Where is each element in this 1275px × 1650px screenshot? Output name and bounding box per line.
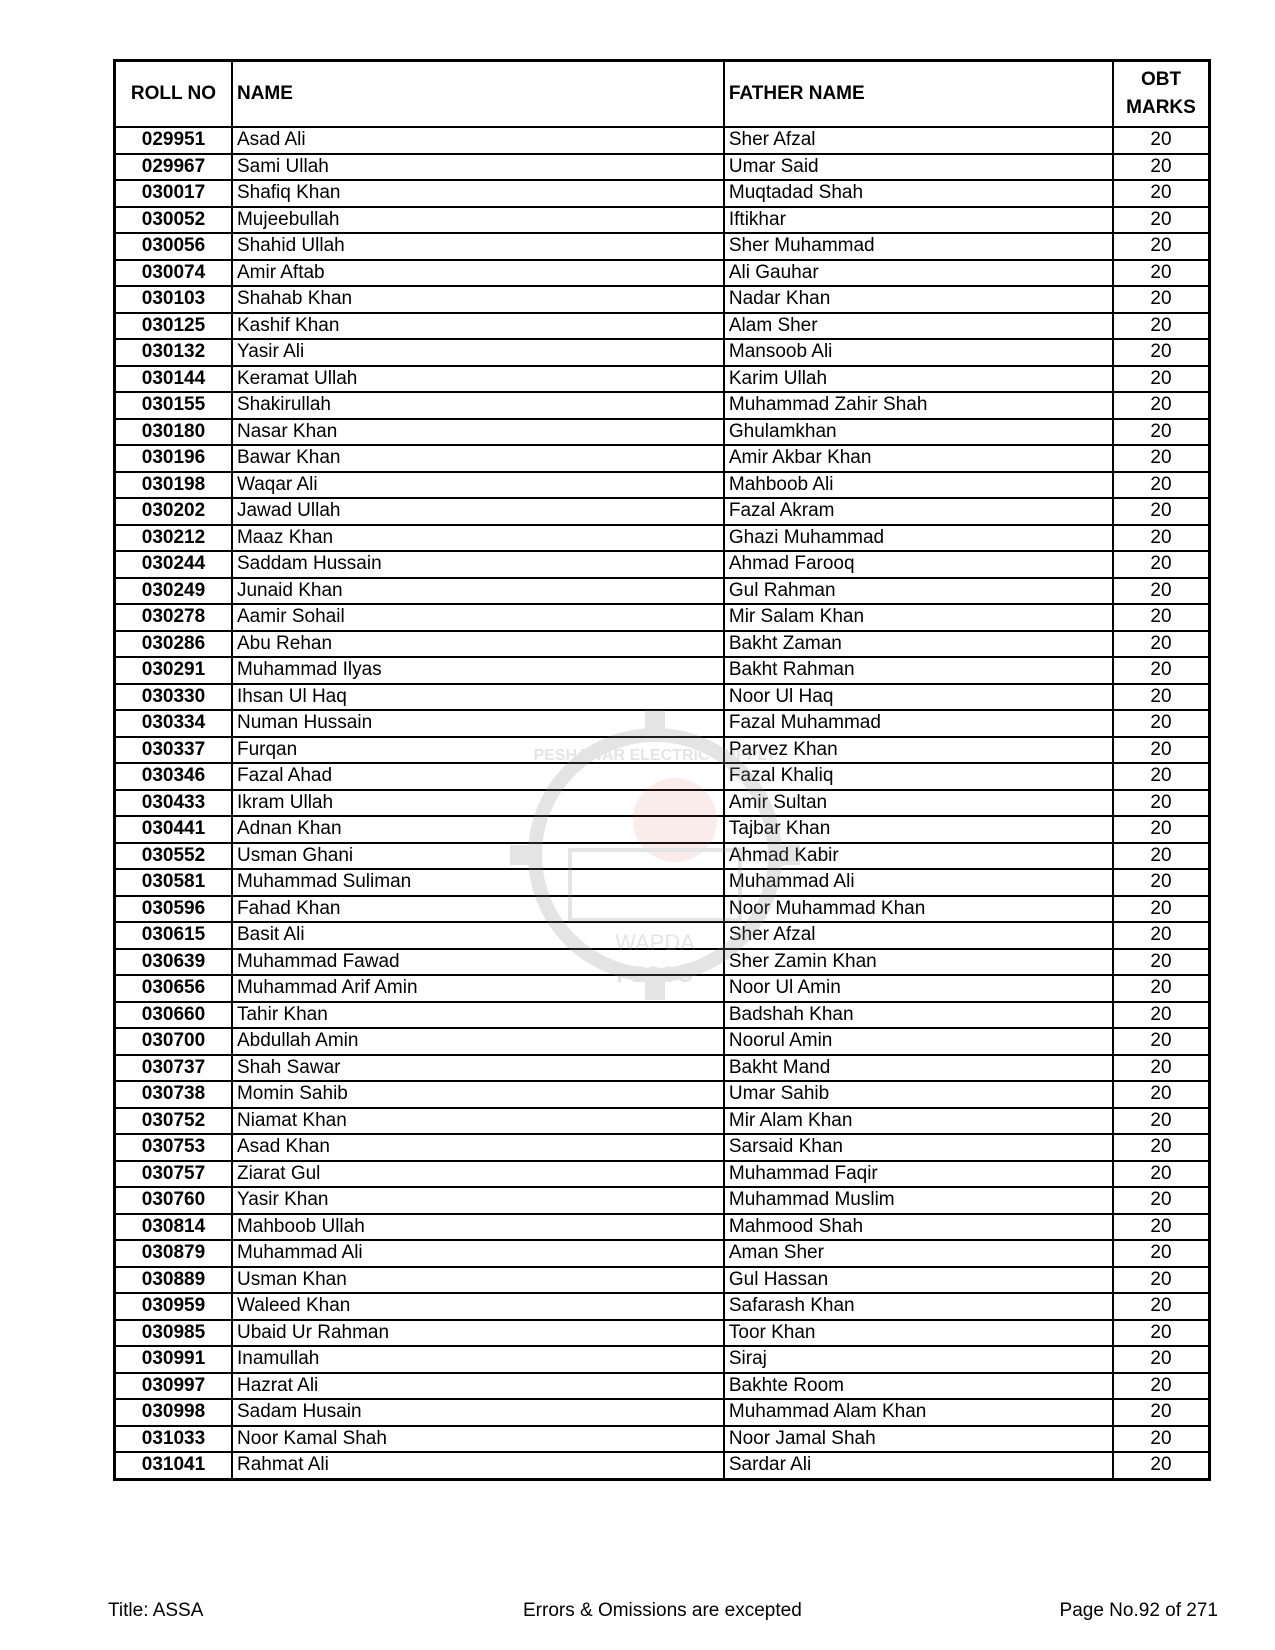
cell-obt-marks: 20 [1113,445,1210,472]
table-row [115,631,1210,658]
table-row [115,975,1210,1002]
cell-name: Asad Ali [232,127,724,154]
cell-father-name: Gul Rahman [724,578,1113,605]
table-row [115,1002,1210,1029]
cell-father-name: Bakht Rahman [724,657,1113,684]
cell-roll-no: 030959 [115,1293,232,1320]
cell-roll-no: 030639 [115,949,232,976]
table-row [115,949,1210,976]
table-row [115,1320,1210,1347]
table-row [115,763,1210,790]
cell-obt-marks: 20 [1113,392,1210,419]
cell-name: Shahab Khan [232,286,724,313]
cell-obt-marks: 20 [1113,233,1210,260]
cell-father-name: Mahboob Ali [724,472,1113,499]
cell-name: Kashif Khan [232,313,724,340]
cell-father-name: Ahmad Kabir [724,843,1113,870]
cell-obt-marks: 20 [1113,1320,1210,1347]
cell-obt-marks: 20 [1113,763,1210,790]
cell-obt-marks: 20 [1113,1081,1210,1108]
table-row [115,737,1210,764]
header-obt-marks-line1: OBT [1140,69,1182,90]
cell-obt-marks: 20 [1113,1267,1210,1294]
cell-obt-marks: 20 [1113,1134,1210,1161]
cell-obt-marks: 20 [1113,843,1210,870]
cell-roll-no: 030125 [115,313,232,340]
cell-name: Abdullah Amin [232,1028,724,1055]
cell-name: Waleed Khan [232,1293,724,1320]
cell-name: Nasar Khan [232,419,724,446]
cell-father-name: Siraj [724,1346,1113,1373]
table-row [115,1267,1210,1294]
cell-father-name: Toor Khan [724,1320,1113,1347]
cell-name: Mujeebullah [232,207,724,234]
cell-obt-marks: 20 [1113,790,1210,817]
cell-obt-marks: 20 [1113,1240,1210,1267]
cell-name: Saddam Hussain [232,551,724,578]
table-row [115,710,1210,737]
cell-father-name: Noor Ul Haq [724,684,1113,711]
cell-father-name: Muhammad Alam Khan [724,1399,1113,1426]
cell-roll-no: 030180 [115,419,232,446]
table-row [115,1214,1210,1241]
cell-obt-marks: 20 [1113,1293,1210,1320]
table-row [115,1028,1210,1055]
cell-name: Ubaid Ur Rahman [232,1320,724,1347]
cell-obt-marks: 20 [1113,631,1210,658]
cell-father-name: Sarsaid Khan [724,1134,1113,1161]
cell-obt-marks: 20 [1113,922,1210,949]
cell-obt-marks: 20 [1113,869,1210,896]
cell-name: Mahboob Ullah [232,1214,724,1241]
cell-obt-marks: 20 [1113,578,1210,605]
table-row [115,896,1210,923]
cell-roll-no: 030656 [115,975,232,1002]
cell-name: Aamir Sohail [232,604,724,631]
table-row [115,154,1210,181]
cell-father-name: Sardar Ali [724,1452,1113,1479]
watermark-bottom-text: PESCO [616,962,694,987]
header-name: NAME [232,61,724,128]
table-row [115,313,1210,340]
cell-obt-marks: 20 [1113,816,1210,843]
cell-roll-no: 030017 [115,180,232,207]
cell-father-name: Iftikhar [724,207,1113,234]
cell-roll-no: 030441 [115,816,232,843]
cell-father-name: Bakht Zaman [724,631,1113,658]
cell-roll-no: 030291 [115,657,232,684]
cell-father-name: Safarash Khan [724,1293,1113,1320]
cell-name: Jawad Ullah [232,498,724,525]
cell-obt-marks: 20 [1113,366,1210,393]
header-obt-marks-line2: MARKS [1126,97,1196,118]
table-row [115,1452,1210,1479]
cell-roll-no: 030757 [115,1161,232,1188]
cell-roll-no: 030889 [115,1267,232,1294]
cell-name: Shafiq Khan [232,180,724,207]
footer-title: Title: ASSA [108,1600,204,1621]
cell-father-name: Mir Alam Khan [724,1108,1113,1135]
cell-roll-no: 029951 [115,127,232,154]
cell-name: Usman Ghani [232,843,724,870]
cell-obt-marks: 20 [1113,1187,1210,1214]
cell-roll-no: 030249 [115,578,232,605]
table-header [115,61,1210,128]
cell-name: Waqar Ali [232,472,724,499]
cell-roll-no: 030753 [115,1134,232,1161]
cell-obt-marks: 20 [1113,260,1210,287]
table-row [115,392,1210,419]
table-row [115,1134,1210,1161]
table-body [115,127,1210,1479]
cell-name: Asad Khan [232,1134,724,1161]
cell-father-name: Ghazi Muhammad [724,525,1113,552]
cell-father-name: Muhammad Faqir [724,1161,1113,1188]
watermark-center-text: WAPDA [615,930,695,955]
cell-father-name: Karim Ullah [724,366,1113,393]
cell-roll-no: 030346 [115,763,232,790]
cell-father-name: Ali Gauhar [724,260,1113,287]
cell-name: Bawar Khan [232,445,724,472]
cell-name: Abu Rehan [232,631,724,658]
table-row [115,790,1210,817]
cell-roll-no: 030760 [115,1187,232,1214]
cell-roll-no: 030202 [115,498,232,525]
cell-roll-no: 030596 [115,896,232,923]
table-row [115,1293,1210,1320]
cell-roll-no: 030660 [115,1002,232,1029]
table-row [115,445,1210,472]
table-row [115,1426,1210,1453]
cell-father-name: Umar Said [724,154,1113,181]
table-row [115,657,1210,684]
cell-father-name: Noor Ul Amin [724,975,1113,1002]
cell-roll-no: 030738 [115,1081,232,1108]
cell-name: Shah Sawar [232,1055,724,1082]
table-row [115,339,1210,366]
cell-roll-no: 030052 [115,207,232,234]
table-row [115,472,1210,499]
cell-roll-no: 030337 [115,737,232,764]
table-row [115,127,1210,154]
footer-page-number: Page No.92 of 271 [1059,1600,1218,1621]
cell-obt-marks: 20 [1113,710,1210,737]
cell-father-name: Bakht Mand [724,1055,1113,1082]
cell-obt-marks: 20 [1113,896,1210,923]
cell-roll-no: 030879 [115,1240,232,1267]
cell-roll-no: 030196 [115,445,232,472]
cell-father-name: Mansoob Ali [724,339,1113,366]
cell-father-name: Sher Zamin Khan [724,949,1113,976]
table-row [115,525,1210,552]
table-row [115,1240,1210,1267]
cell-obt-marks: 20 [1113,1161,1210,1188]
cell-obt-marks: 20 [1113,737,1210,764]
cell-name: Amir Aftab [232,260,724,287]
cell-father-name: Gul Hassan [724,1267,1113,1294]
cell-obt-marks: 20 [1113,1426,1210,1453]
cell-name: Usman Khan [232,1267,724,1294]
cell-roll-no: 030581 [115,869,232,896]
table-row [115,419,1210,446]
table-row [115,1187,1210,1214]
watermark-ring-text: PESHAWAR ELECTRIC SUPPLY [533,747,777,764]
cell-roll-no: 030330 [115,684,232,711]
cell-father-name: Tajbar Khan [724,816,1113,843]
cell-obt-marks: 20 [1113,1055,1210,1082]
cell-father-name: Sher Afzal [724,922,1113,949]
cell-name: Ikram Ullah [232,790,724,817]
cell-roll-no: 029967 [115,154,232,181]
cell-father-name: Noor Muhammad Khan [724,896,1113,923]
cell-roll-no: 030212 [115,525,232,552]
cell-name: Niamat Khan [232,1108,724,1135]
cell-father-name: Muhammad Muslim [724,1187,1113,1214]
cell-obt-marks: 20 [1113,949,1210,976]
header-roll-no: ROLL NO [115,61,232,128]
cell-name: Basit Ali [232,922,724,949]
cell-father-name: Fazal Muhammad [724,710,1113,737]
table-row [115,260,1210,287]
cell-father-name: Bakhte Room [724,1373,1113,1400]
cell-roll-no: 030286 [115,631,232,658]
table-row [115,578,1210,605]
cell-name: Momin Sahib [232,1081,724,1108]
cell-name: Muhammad Arif Amin [232,975,724,1002]
cell-father-name: Fazal Khaliq [724,763,1113,790]
cell-father-name: Sher Muhammad [724,233,1113,260]
cell-name: Fazal Ahad [232,763,724,790]
table-row [115,366,1210,393]
cell-name: Yasir Ali [232,339,724,366]
cell-roll-no: 030103 [115,286,232,313]
cell-obt-marks: 20 [1113,604,1210,631]
cell-father-name: Amir Akbar Khan [724,445,1113,472]
cell-name: Adnan Khan [232,816,724,843]
table-row [115,233,1210,260]
cell-roll-no: 030991 [115,1346,232,1373]
footer-note: Errors & Omissions are excepted [523,1600,802,1621]
cell-name: Rahmat Ali [232,1452,724,1479]
table-row [115,1081,1210,1108]
cell-father-name: Badshah Khan [724,1002,1113,1029]
cell-name: Numan Hussain [232,710,724,737]
table-row [115,207,1210,234]
cell-father-name: Muhammad Zahir Shah [724,392,1113,419]
cell-obt-marks: 20 [1113,154,1210,181]
cell-father-name: Ghulamkhan [724,419,1113,446]
table-row [115,1108,1210,1135]
cell-obt-marks: 20 [1113,1028,1210,1055]
table-row [115,1399,1210,1426]
cell-name: Ihsan Ul Haq [232,684,724,711]
cell-roll-no: 030997 [115,1373,232,1400]
cell-obt-marks: 20 [1113,419,1210,446]
cell-obt-marks: 20 [1113,1373,1210,1400]
table-row [115,551,1210,578]
cell-obt-marks: 20 [1113,498,1210,525]
cell-obt-marks: 20 [1113,975,1210,1002]
cell-roll-no: 030737 [115,1055,232,1082]
table-row [115,1161,1210,1188]
cell-name: Shahid Ullah [232,233,724,260]
cell-obt-marks: 20 [1113,657,1210,684]
table-row [115,869,1210,896]
cell-obt-marks: 20 [1113,472,1210,499]
cell-name: Sami Ullah [232,154,724,181]
cell-obt-marks: 20 [1113,207,1210,234]
cell-father-name: Mir Salam Khan [724,604,1113,631]
cell-father-name: Muhammad Ali [724,869,1113,896]
cell-father-name: Ahmad Farooq [724,551,1113,578]
page-footer [108,1600,1218,1628]
cell-roll-no: 031041 [115,1452,232,1479]
cell-roll-no: 030615 [115,922,232,949]
table-row [115,286,1210,313]
cell-roll-no: 030334 [115,710,232,737]
cell-name: Hazrat Ali [232,1373,724,1400]
cell-name: Inamullah [232,1346,724,1373]
cell-obt-marks: 20 [1113,339,1210,366]
header-father-name: FATHER NAME [724,61,1113,128]
cell-roll-no: 030752 [115,1108,232,1135]
cell-roll-no: 030244 [115,551,232,578]
cell-name: Muhammad Ali [232,1240,724,1267]
table-row [115,843,1210,870]
cell-father-name: Nadar Khan [724,286,1113,313]
table-row [115,816,1210,843]
results-sheet [113,59,1211,1586]
cell-roll-no: 030056 [115,233,232,260]
cell-father-name: Umar Sahib [724,1081,1113,1108]
cell-name: Muhammad Ilyas [232,657,724,684]
cell-roll-no: 030985 [115,1320,232,1347]
cell-roll-no: 030074 [115,260,232,287]
results-table [113,59,1211,1481]
cell-roll-no: 030814 [115,1214,232,1241]
cell-obt-marks: 20 [1113,551,1210,578]
cell-obt-marks: 20 [1113,313,1210,340]
table-row [115,684,1210,711]
cell-obt-marks: 20 [1113,1399,1210,1426]
cell-name: Yasir Khan [232,1187,724,1214]
table-row [115,498,1210,525]
cell-father-name: Alam Sher [724,313,1113,340]
cell-obt-marks: 20 [1113,180,1210,207]
cell-father-name: Fazal Akram [724,498,1113,525]
cell-roll-no: 030198 [115,472,232,499]
cell-name: Junaid Khan [232,578,724,605]
header-row [115,61,1210,128]
table-row [115,604,1210,631]
cell-roll-no: 031033 [115,1426,232,1453]
header-obt-marks [1113,61,1210,128]
cell-father-name: Muqtadad Shah [724,180,1113,207]
cell-roll-no: 030155 [115,392,232,419]
cell-obt-marks: 20 [1113,1108,1210,1135]
cell-roll-no: 030552 [115,843,232,870]
cell-father-name: Parvez Khan [724,737,1113,764]
cell-name: Furqan [232,737,724,764]
cell-name: Maaz Khan [232,525,724,552]
cell-obt-marks: 20 [1113,1346,1210,1373]
cell-obt-marks: 20 [1113,127,1210,154]
cell-name: Tahir Khan [232,1002,724,1029]
cell-obt-marks: 20 [1113,525,1210,552]
table-row [115,1346,1210,1373]
table-row [115,922,1210,949]
cell-name: Noor Kamal Shah [232,1426,724,1453]
cell-father-name: Aman Sher [724,1240,1113,1267]
cell-name: Muhammad Suliman [232,869,724,896]
cell-obt-marks: 20 [1113,684,1210,711]
cell-father-name: Amir Sultan [724,790,1113,817]
cell-father-name: Sher Afzal [724,127,1113,154]
cell-name: Sadam Husain [232,1399,724,1426]
cell-name: Shakirullah [232,392,724,419]
cell-obt-marks: 20 [1113,1002,1210,1029]
cell-obt-marks: 20 [1113,1214,1210,1241]
cell-name: Ziarat Gul [232,1161,724,1188]
cell-obt-marks: 20 [1113,1452,1210,1479]
cell-name: Muhammad Fawad [232,949,724,976]
table-row [115,180,1210,207]
cell-roll-no: 030433 [115,790,232,817]
cell-roll-no: 030998 [115,1399,232,1426]
cell-roll-no: 030132 [115,339,232,366]
cell-name: Fahad Khan [232,896,724,923]
cell-father-name: Noor Jamal Shah [724,1426,1113,1453]
cell-roll-no: 030144 [115,366,232,393]
cell-name: Keramat Ullah [232,366,724,393]
cell-father-name: Noorul Amin [724,1028,1113,1055]
cell-obt-marks: 20 [1113,286,1210,313]
cell-roll-no: 030278 [115,604,232,631]
table-row [115,1373,1210,1400]
cell-roll-no: 030700 [115,1028,232,1055]
cell-father-name: Mahmood Shah [724,1214,1113,1241]
table-row [115,1055,1210,1082]
